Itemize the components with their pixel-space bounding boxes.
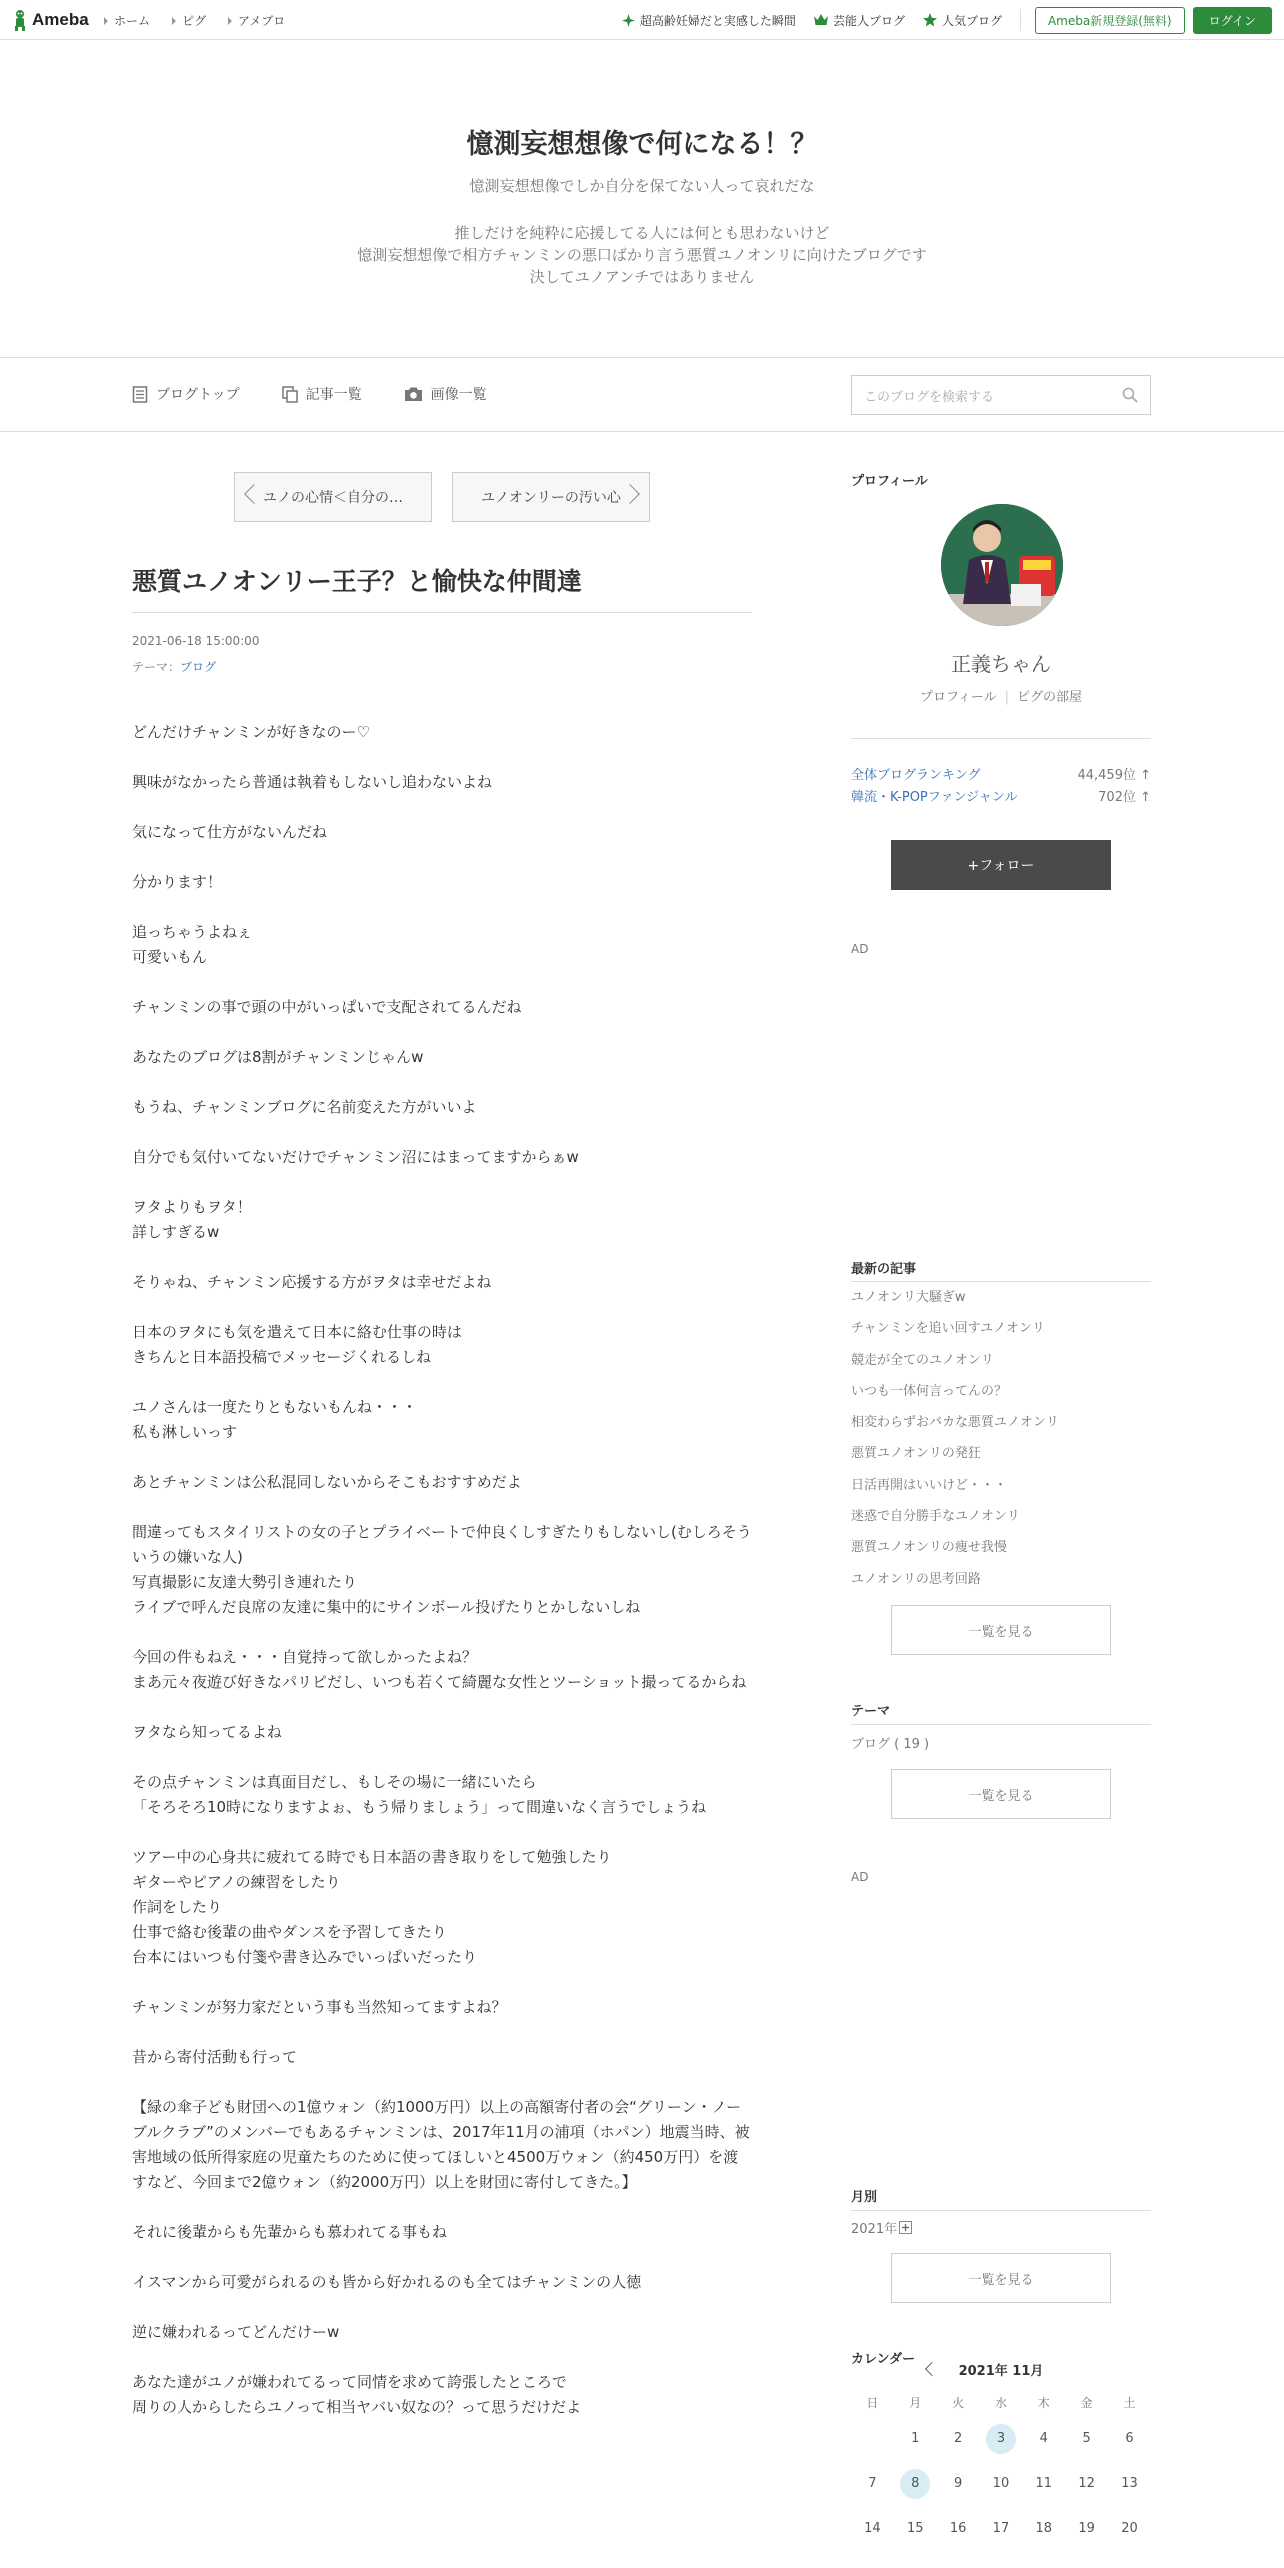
calendar-day-cell — [1108, 2506, 1151, 2551]
calendar-day[interactable]: 9 — [953, 2475, 963, 2491]
calendar-day-cell — [937, 2506, 980, 2551]
expand-plus-icon — [899, 2221, 912, 2234]
recent-post-link[interactable]: ユノオンリの思考回路 — [851, 1571, 981, 1587]
logo-text: Ameba — [32, 10, 89, 29]
pigg-room-link[interactable]: ピグの部屋 — [1017, 690, 1083, 705]
calendar-day-cell — [937, 2461, 980, 2506]
blog-title[interactable]: 憶測妄想想像で何になる！？ — [466, 129, 818, 160]
ameba-mascot-icon — [12, 9, 28, 31]
nav-blog-top[interactable] — [132, 384, 240, 404]
chevron-left-icon — [244, 484, 264, 504]
global-nav-label: アメブロ — [238, 13, 286, 28]
global-nav-label: ホーム — [114, 13, 151, 28]
article-paragraph: イスマンから可愛がられるのも皆から好かれるのも全てはチャンミンの人徳 — [132, 2273, 642, 2291]
article-theme-link[interactable]: ブログ — [180, 660, 217, 674]
search-icon[interactable] — [1122, 387, 1138, 403]
article-paragraph: もうね、チャンミンブログに名前変えた方がいいよ — [132, 1098, 477, 1116]
ranking-value: 702位 ↑ — [1098, 790, 1151, 805]
monthly-year-label: 2021年 — [851, 2222, 898, 2237]
calendar-heading: カレンダー — [851, 2352, 916, 2367]
calendar-weekday: 木 — [1037, 2395, 1050, 2410]
article-paragraph: あなたのブログは8割がチャンミンじゃんw — [132, 1048, 424, 1066]
recent-post-link[interactable]: 悪質ユノオンリの発狂 — [851, 1446, 981, 1462]
ad-label: AD — [851, 942, 869, 956]
triangle-right-icon — [228, 17, 232, 25]
calendar-day-cell — [894, 2506, 937, 2551]
nav-article-list[interactable] — [282, 384, 362, 404]
follow-button[interactable]: +フォロー — [891, 840, 1111, 890]
nav-label: ブログトップ — [156, 387, 240, 403]
article-paragraph: 自分でも気付いてないだけでチャンミン沼にはまってますからぁw — [132, 1148, 579, 1166]
divider — [132, 612, 752, 613]
calendar-month-header — [851, 2360, 1151, 2382]
article-paragraph: ヲタよりもヲタ！ 詳しすぎるw — [132, 1198, 252, 1241]
crown-icon — [814, 14, 828, 26]
calendar-day-cell — [851, 2506, 894, 2551]
recent-post-link[interactable]: 悪質ユノオンリの痩せ我慢 — [851, 1540, 1007, 1556]
calendar-day[interactable]: 5 — [1082, 2430, 1091, 2446]
recent-post-link[interactable]: 競走が全てのユノオンリ — [851, 1352, 994, 1368]
calendar-day[interactable]: 3 — [986, 2424, 1016, 2454]
calendar-day-cell — [894, 2461, 937, 2506]
calendar-day[interactable]: 8 — [900, 2469, 930, 2499]
nav-label: 記事一覧 — [305, 387, 362, 403]
calendar-weekday: 金 — [1080, 2395, 1093, 2410]
calendar-weekday: 日 — [866, 2395, 879, 2410]
monthly-heading: 月別 — [851, 2190, 878, 2205]
calendar-day-cell — [937, 2416, 980, 2461]
calendar-day[interactable]: 17 — [992, 2520, 1010, 2536]
recent-see-all-button[interactable]: 一覧を見る — [891, 1605, 1111, 1655]
popular-blog-label: 人気ブログ — [941, 13, 1002, 28]
divider — [851, 1724, 1151, 1725]
calendar-day[interactable]: 12 — [1078, 2475, 1095, 2491]
calendar-grid — [851, 2388, 1151, 2551]
article-paragraph: どんだけチャンミンが好きなのー♡ — [132, 723, 370, 741]
article-paragraph: その点チャンミンは真面目だし、もしその場に一緒にいたら 「そろそろ10時になりますよぉ、もう帰りましょう」って間違いなく言うでしょうね — [132, 1773, 707, 1816]
calendar-day[interactable]: 10 — [992, 2475, 1010, 2491]
calendar — [851, 2360, 1151, 2551]
calendar-day[interactable]: 19 — [1078, 2520, 1095, 2536]
calendar-day-cell — [1022, 2416, 1065, 2461]
calendar-day-cell — [980, 2416, 1023, 2461]
ranking-row — [851, 786, 1151, 805]
recent-post-link[interactable]: ユノオンリ大騒ぎw — [851, 1290, 966, 1305]
article-paragraph: 【緑の傘子ども財団への1億ウォン（約1000万円）以上の高額寄付者の会“グリーン・ノーブルクラブ”のメンバーでもあるチャンミンは、2017年11月の浦項（ホパン）地震当時、被害地域の低所得家庭の児童たちのために使ってほしいと4500万ウォン（約450万円）を渡すなど、今回まで2億ウォン（約2000万円）以上を財団に寄付してきた。】 — [132, 2098, 750, 2191]
ameba-logo[interactable] — [12, 8, 89, 32]
theme-item-link[interactable]: ブログ ( 19 ) — [851, 1737, 930, 1752]
monthly-see-all-button[interactable]: 一覧を見る — [891, 2253, 1111, 2303]
camera-icon — [404, 386, 423, 402]
calendar-day[interactable]: 6 — [1125, 2430, 1134, 2446]
article-theme-prefix: テーマ： — [132, 660, 181, 674]
calendar-day[interactable]: 4 — [1039, 2430, 1048, 2446]
divider — [851, 2210, 1151, 2211]
calendar-day-cell — [851, 2416, 894, 2461]
next-article-label: ユノオンリーの汚い心 — [481, 490, 621, 506]
calendar-day[interactable]: 11 — [1035, 2475, 1053, 2491]
prev-article-label: ユノの心情＜自分の… — [263, 490, 403, 506]
ranking-value: 44,459位 ↑ — [1077, 768, 1151, 783]
calendar-day[interactable]: 7 — [868, 2475, 877, 2491]
global-right-links — [604, 0, 1272, 40]
calendar-weekday: 土 — [1123, 2395, 1136, 2410]
global-nav-item-home[interactable] — [104, 12, 150, 29]
calendar-day[interactable]: 18 — [1035, 2520, 1053, 2536]
calendar-weekday: 月 — [909, 2395, 922, 2410]
calendar-day[interactable]: 20 — [1121, 2520, 1138, 2536]
ad-label: AD — [851, 1870, 869, 1884]
blog-header — [0, 40, 1284, 358]
blog-description-line: 推しだけを純粋に応援してる人には何とも思わないけど — [454, 224, 830, 242]
profile-link[interactable]: プロフィール — [919, 690, 997, 705]
triangle-right-icon — [172, 17, 176, 25]
trending-link-label: 超高齢妊婦だと実感した瞬間 — [639, 13, 796, 28]
calendar-day — [857, 2422, 887, 2452]
article-paragraph: 昔から寄付活動も行って — [132, 2048, 298, 2066]
global-nav-label: ピグ — [182, 13, 207, 28]
recent-heading: 最新の記事 — [851, 1262, 917, 1277]
calendar-month-label: 2021年 11月 — [958, 2364, 1044, 2379]
calendar-day-cell — [1022, 2506, 1065, 2551]
calendar-week-row — [851, 2416, 1151, 2461]
blog-search-input[interactable] — [851, 375, 1151, 415]
blog-nav — [132, 358, 487, 430]
recent-post-link[interactable]: 相変わらずおバカな悪質ユノオンリ — [851, 1415, 1059, 1431]
article-paragraph: 逆に嫌われるってどんだけーw — [132, 2323, 340, 2341]
celebrity-blog-link[interactable] — [814, 12, 905, 29]
calendar-day-cell — [980, 2506, 1023, 2551]
theme-heading: テーマ — [851, 1704, 891, 1719]
profile-name[interactable]: 正義ちゃん — [951, 652, 1051, 676]
calendar-day-cell — [1065, 2416, 1108, 2461]
recent-posts-list — [851, 1282, 1151, 1595]
chevron-left-icon[interactable] — [925, 2362, 939, 2376]
article-paragraph: そりゃね、チャンミン応援する方がヲタは幸せだよね — [132, 1273, 492, 1291]
article-paragraph: 追っちゃうよねぇ 可愛いもん — [132, 923, 253, 966]
calendar-weekday: 火 — [952, 2395, 965, 2410]
article-paragraph: それに後輩からも先輩からも慕われてる事もね — [132, 2223, 448, 2241]
calendar-day-cell — [1108, 2461, 1151, 2506]
calendar-week-row — [851, 2461, 1151, 2506]
blog-description-line: 憶測妄想想像で相方チャンミンの悪口ばかり言う悪質ユノオンリに向けたブログです — [357, 246, 927, 264]
global-header — [0, 0, 1284, 40]
article-paragraph: ヲタなら知ってるよね — [132, 1723, 282, 1741]
ranking-label[interactable]: 韓流・K-POPファンジャンル — [851, 790, 1018, 805]
document-icon — [132, 386, 148, 403]
calendar-day-cell — [980, 2461, 1023, 2506]
calendar-day-cell — [894, 2416, 937, 2461]
ranking-label[interactable]: 全体ブログランキング — [851, 768, 981, 783]
nav-label: 画像一覧 — [430, 387, 487, 403]
calendar-day[interactable]: 13 — [1121, 2475, 1138, 2491]
article-title[interactable]: 悪質ユノオンリー王子？と愉快な仲間達 — [132, 567, 582, 596]
article-paragraph: あとチャンミンは公私混同しないからそこもおすすめだよ — [132, 1473, 522, 1491]
sparkle-icon — [622, 14, 635, 27]
profile-avatar[interactable] — [941, 504, 1063, 626]
divider: | — [1004, 690, 1010, 705]
register-button[interactable]: Ameba新規登録(無料) — [1035, 7, 1185, 34]
calendar-day-cell — [1022, 2461, 1065, 2506]
article-theme — [132, 658, 216, 675]
calendar-day-cell — [1065, 2461, 1108, 2506]
calendar-day-cell — [851, 2461, 894, 2506]
article-paragraph: 日本のヲタにも気を遣えて日本に絡む仕事の時は きちんと日本語投稿でメッセージくれるしね — [132, 1323, 462, 1366]
article-paragraph: 分かります！ — [132, 873, 223, 891]
global-nav-item-ameblo[interactable] — [228, 12, 285, 29]
monthly-year-toggle[interactable] — [851, 2218, 912, 2237]
calendar-day[interactable]: 16 — [949, 2520, 967, 2536]
blog-description — [0, 222, 1284, 288]
calendar-day[interactable]: 1 — [911, 2430, 920, 2446]
blog-description-line: 決してユノアンチではありません — [529, 268, 755, 286]
next-article-button[interactable] — [452, 472, 650, 522]
article-paragraph: チャンミンが努力家だという事も当然知ってますよね？ — [132, 1998, 507, 2016]
star-icon — [923, 13, 937, 27]
article-date: 2021-06-18 15:00:00 — [132, 634, 260, 648]
profile-links — [851, 686, 1151, 705]
article-paragraph: ユノさんは一度たりともないもんね・・・ 私も淋しいっす — [132, 1398, 418, 1441]
calendar-day[interactable]: 2 — [953, 2430, 963, 2446]
nav-image-list[interactable] — [404, 384, 487, 404]
article-paragraph: チャンミンの事で頭の中がいっぱいで支配されてるんだね — [132, 998, 522, 1016]
recent-post-link[interactable]: いつも一体何言ってんの？ — [851, 1383, 1008, 1399]
calendar-day-cell — [1108, 2416, 1151, 2461]
article-paragraph: ツアー中の心身共に疲れてる時でも日本語の書き取りをして勉強したり ギターやピアノの練習をしたり 作詞をしたり 仕事で絡む後輩の曲やダンスを予習してきたり 台本にはいつも付箋や書き込みでいっぱいだったり — [132, 1848, 612, 1966]
popular-blog-link[interactable] — [923, 12, 1002, 29]
calendar-day-cell — [1065, 2506, 1108, 2551]
calendar-weekday: 水 — [994, 2395, 1007, 2410]
login-button[interactable]: ログイン — [1193, 7, 1272, 34]
article-paragraph: 間違ってもスタイリストの女の子とプライベートで仲良くしすぎたりもしないし(むしろそういうの嫌いな人) 写真撮影に友達大勢引き連れたり ライブで呼んだ良席の友達に集中的にサインボール投げたりとかしないしね — [132, 1523, 752, 1616]
copy-icon — [282, 386, 298, 403]
prev-article-button[interactable] — [234, 472, 432, 522]
chevron-right-icon — [620, 484, 640, 504]
calendar-week-row — [851, 2506, 1151, 2551]
recent-post-link[interactable]: 日活再開はいいけど・・・ — [851, 1477, 1008, 1493]
recent-post-link[interactable]: 迷惑で自分勝手なユノオンリ — [851, 1509, 1020, 1525]
blog-subtitle: 憶測妄想想像でしか自分を保てない人って哀れだな — [469, 177, 815, 195]
article-paragraph: 気になって仕方がないんだね — [132, 823, 328, 841]
divider — [1020, 9, 1021, 31]
trending-link[interactable] — [622, 12, 796, 29]
theme-see-all-button[interactable]: 一覧を見る — [891, 1769, 1111, 1819]
celebrity-blog-label: 芸能人ブログ — [832, 13, 905, 28]
calendar-day[interactable]: 15 — [906, 2520, 924, 2536]
article-paragraph: あなた達がユノが嫌われてるって同情を求めて誇張したところで 周りの人からしたらユノって相当ヤバい奴なの？って思うだけだよ — [132, 2373, 582, 2416]
global-nav-item-pigg[interactable] — [172, 12, 206, 29]
profile-heading: プロフィール — [851, 474, 928, 489]
article-paragraph: 今回の件もねえ・・・自覚持って欲しかったよね？ まあ元々夜遊び好きなパリピだし、いつも若くて綺麗な女性とツーショット撮ってるからね — [132, 1648, 747, 1691]
global-nav — [104, 0, 285, 40]
article-body — [132, 720, 752, 2445]
ranking-row — [851, 764, 1151, 783]
article-paragraph: 興味がなかったら普通は執着もしないし追わないよね — [132, 773, 493, 791]
triangle-right-icon — [104, 17, 108, 25]
search-placeholder: このブログを検索する — [864, 389, 995, 405]
avatar-photo — [941, 504, 1063, 626]
divider — [851, 738, 1151, 739]
recent-post-link[interactable]: チャンミンを追い回すユノオンリ — [851, 1321, 1045, 1337]
divider — [0, 431, 1284, 432]
calendar-day[interactable]: 14 — [864, 2520, 881, 2536]
